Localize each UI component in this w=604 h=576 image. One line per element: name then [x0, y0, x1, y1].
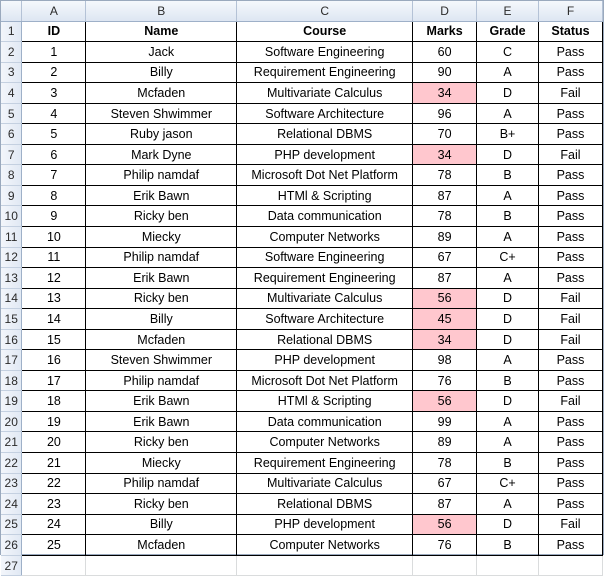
cell-grade[interactable]: A	[477, 103, 539, 124]
cell-course[interactable]: Data communication	[237, 206, 413, 227]
cell-marks[interactable]: 87	[413, 268, 477, 289]
cell-grade[interactable]: B	[477, 535, 539, 556]
cell-status[interactable]: Pass	[539, 124, 603, 145]
cell-name[interactable]: Philip namdaf	[86, 247, 237, 268]
cell-grade[interactable]: B	[477, 453, 539, 474]
cell-id[interactable]: 17	[22, 370, 86, 391]
cell-marks[interactable]: 98	[413, 350, 477, 371]
column-header-e[interactable]: E	[477, 1, 539, 21]
cell-grade[interactable]: A	[477, 494, 539, 515]
cell-grade[interactable]: A	[477, 268, 539, 289]
table-row	[1, 103, 603, 124]
cell-id[interactable]: 20	[22, 432, 86, 453]
row-header[interactable]: 16	[1, 329, 22, 350]
cell-grade[interactable]: B	[477, 370, 539, 391]
cell-marks[interactable]: 78	[413, 453, 477, 474]
table-row	[1, 42, 603, 63]
cell-status[interactable]: Pass	[539, 62, 603, 83]
cell-course[interactable]: Multivariate Calculus	[237, 473, 413, 494]
cell-grade[interactable]: A	[477, 432, 539, 453]
cell-status[interactable]: Fail	[539, 288, 603, 309]
cell-status[interactable]: Pass	[539, 370, 603, 391]
cell-grade[interactable]: A	[477, 62, 539, 83]
cell-grade[interactable]: A	[477, 350, 539, 371]
cell-course[interactable]: HTMl & Scripting	[237, 185, 413, 206]
table-header-row	[1, 21, 603, 42]
cell-marks[interactable]: 34	[413, 83, 477, 104]
empty-cell[interactable]	[477, 555, 539, 576]
cell-grade[interactable]: B+	[477, 124, 539, 145]
cell-status[interactable]: Pass	[539, 432, 603, 453]
cell-status[interactable]: Pass	[539, 42, 603, 63]
cell-name[interactable]: Steven Shwimmer	[86, 350, 237, 371]
table-row	[1, 124, 603, 145]
cell-course[interactable]: Software Engineering	[237, 247, 413, 268]
cell-status[interactable]: Pass	[539, 227, 603, 248]
cell-grade[interactable]: C+	[477, 473, 539, 494]
column-header-c[interactable]: C	[237, 1, 413, 21]
cell-marks[interactable]: 70	[413, 124, 477, 145]
table-row	[1, 62, 603, 83]
row-header[interactable]: 6	[1, 124, 22, 145]
table-row	[1, 288, 603, 309]
header-cell[interactable]: Name	[86, 21, 237, 42]
cell-course[interactable]: Microsoft Dot Net Platform	[237, 165, 413, 186]
cell-course[interactable]: Microsoft Dot Net Platform	[237, 370, 413, 391]
cell-name[interactable]: Philip namdaf	[86, 473, 237, 494]
cell-id[interactable]: 4	[22, 103, 86, 124]
row-header[interactable]: 21	[1, 432, 22, 453]
cell-grade[interactable]: B	[477, 206, 539, 227]
cell-status[interactable]: Pass	[539, 206, 603, 227]
table-row	[1, 227, 603, 248]
cell-grade[interactable]: D	[477, 309, 539, 330]
row-header[interactable]: 2	[1, 42, 22, 63]
cell-id[interactable]: 6	[22, 144, 86, 165]
empty-row	[1, 555, 603, 576]
cell-id[interactable]: 11	[22, 247, 86, 268]
worksheet-grid	[1, 1, 603, 576]
cell-name[interactable]: Philip namdaf	[86, 165, 237, 186]
row-header[interactable]: 13	[1, 268, 22, 289]
cell-name[interactable]: Jack	[86, 42, 237, 63]
cell-name[interactable]: Erik Bawn	[86, 185, 237, 206]
cell-id[interactable]: 21	[22, 453, 86, 474]
table-row	[1, 514, 603, 535]
cell-course[interactable]: Computer Networks	[237, 432, 413, 453]
row-header[interactable]: 7	[1, 144, 22, 165]
row-header[interactable]: 27	[1, 555, 22, 576]
table-row	[1, 391, 603, 412]
cell-marks[interactable]: 60	[413, 42, 477, 63]
cell-status[interactable]: Fail	[539, 329, 603, 350]
cell-marks[interactable]: 67	[413, 473, 477, 494]
table-row	[1, 83, 603, 104]
cell-marks[interactable]: 78	[413, 165, 477, 186]
cell-status[interactable]: Pass	[539, 165, 603, 186]
cell-status[interactable]: Pass	[539, 350, 603, 371]
cell-id[interactable]: 5	[22, 124, 86, 145]
cell-marks[interactable]: 56	[413, 391, 477, 412]
cell-marks[interactable]: 90	[413, 62, 477, 83]
cell-name[interactable]: Miecky	[86, 227, 237, 248]
header-cell[interactable]: ID	[22, 21, 86, 42]
cell-id[interactable]: 2	[22, 62, 86, 83]
cell-status[interactable]: Pass	[539, 453, 603, 474]
table-row	[1, 432, 603, 453]
cell-status[interactable]: Pass	[539, 185, 603, 206]
cell-marks[interactable]: 45	[413, 309, 477, 330]
cell-name[interactable]: Ruby jason	[86, 124, 237, 145]
row-header[interactable]: 11	[1, 227, 22, 248]
row-header[interactable]: 9	[1, 185, 22, 206]
cell-id[interactable]: 16	[22, 350, 86, 371]
table-row	[1, 494, 603, 515]
cell-status[interactable]: Pass	[539, 411, 603, 432]
cell-status[interactable]: Fail	[539, 514, 603, 535]
table-row	[1, 535, 603, 556]
row-header[interactable]: 17	[1, 350, 22, 371]
cell-course[interactable]: Relational DBMS	[237, 329, 413, 350]
cell-id[interactable]: 12	[22, 268, 86, 289]
cell-grade[interactable]: A	[477, 227, 539, 248]
cell-course[interactable]: PHP development	[237, 350, 413, 371]
table-row	[1, 268, 603, 289]
table-row	[1, 473, 603, 494]
cell-marks[interactable]: 67	[413, 247, 477, 268]
row-header[interactable]: 4	[1, 83, 22, 104]
cell-grade[interactable]: D	[477, 391, 539, 412]
cell-grade[interactable]: C	[477, 42, 539, 63]
cell-id[interactable]: 1	[22, 42, 86, 63]
column-header-b[interactable]: B	[86, 1, 237, 21]
cell-marks[interactable]: 89	[413, 432, 477, 453]
cell-grade[interactable]: D	[477, 144, 539, 165]
cell-course[interactable]: Requirement Engineering	[237, 268, 413, 289]
row-header[interactable]: 3	[1, 62, 22, 83]
row-header[interactable]: 23	[1, 473, 22, 494]
table-row	[1, 370, 603, 391]
cell-grade[interactable]: D	[477, 288, 539, 309]
table-row	[1, 453, 603, 474]
cell-marks[interactable]: 34	[413, 144, 477, 165]
cell-marks[interactable]: 56	[413, 288, 477, 309]
cell-id[interactable]: 25	[22, 535, 86, 556]
cell-marks[interactable]: 78	[413, 206, 477, 227]
empty-cell[interactable]	[86, 555, 237, 576]
cell-marks[interactable]: 76	[413, 535, 477, 556]
table-row	[1, 185, 603, 206]
row-header[interactable]: 14	[1, 288, 22, 309]
cell-course[interactable]: Software Architecture	[237, 103, 413, 124]
cell-marks[interactable]: 87	[413, 185, 477, 206]
table-row	[1, 350, 603, 371]
cell-name[interactable]: Miecky	[86, 453, 237, 474]
cell-marks[interactable]: 34	[413, 329, 477, 350]
cell-grade[interactable]: C+	[477, 247, 539, 268]
cell-status[interactable]: Fail	[539, 144, 603, 165]
cell-grade[interactable]: D	[477, 514, 539, 535]
cell-name[interactable]: Steven Shwimmer	[86, 103, 237, 124]
table-row	[1, 309, 603, 330]
cell-status[interactable]: Pass	[539, 247, 603, 268]
cell-course[interactable]: Computer Networks	[237, 535, 413, 556]
table-row	[1, 247, 603, 268]
cell-grade[interactable]: D	[477, 83, 539, 104]
table-row	[1, 329, 603, 350]
row-header[interactable]: 22	[1, 453, 22, 474]
cell-course[interactable]: PHP development	[237, 144, 413, 165]
cell-name[interactable]: Philip namdaf	[86, 370, 237, 391]
row-header[interactable]: 20	[1, 411, 22, 432]
empty-cell[interactable]	[539, 555, 603, 576]
cell-grade[interactable]: A	[477, 411, 539, 432]
cell-id[interactable]: 15	[22, 329, 86, 350]
cell-name[interactable]: Mcfaden	[86, 535, 237, 556]
cell-id[interactable]: 23	[22, 494, 86, 515]
cell-status[interactable]: Fail	[539, 391, 603, 412]
cell-course[interactable]: HTMl & Scripting	[237, 391, 413, 412]
cell-id[interactable]: 13	[22, 288, 86, 309]
row-header[interactable]: 8	[1, 165, 22, 186]
cell-course[interactable]: Requirement Engineering	[237, 62, 413, 83]
cell-name[interactable]: Mcfaden	[86, 329, 237, 350]
cell-status[interactable]: Fail	[539, 309, 603, 330]
row-header[interactable]: 15	[1, 309, 22, 330]
row-header[interactable]: 25	[1, 514, 22, 535]
cell-status[interactable]: Pass	[539, 535, 603, 556]
cell-id[interactable]: 3	[22, 83, 86, 104]
cell-course[interactable]: Multivariate Calculus	[237, 288, 413, 309]
cell-course[interactable]: Software Engineering	[237, 42, 413, 63]
cell-name[interactable]: Billy	[86, 309, 237, 330]
column-header-a[interactable]: A	[22, 1, 86, 21]
select-all-corner[interactable]	[1, 1, 22, 21]
header-cell[interactable]: Course	[237, 21, 413, 42]
cell-id[interactable]: 9	[22, 206, 86, 227]
cell-id[interactable]: 19	[22, 411, 86, 432]
empty-cell[interactable]	[413, 555, 477, 576]
cell-id[interactable]: 10	[22, 227, 86, 248]
cell-marks[interactable]: 99	[413, 411, 477, 432]
table-row	[1, 144, 603, 165]
header-cell[interactable]: Marks	[413, 21, 477, 42]
cell-grade[interactable]: B	[477, 165, 539, 186]
empty-cell[interactable]	[22, 555, 86, 576]
row-header[interactable]: 19	[1, 391, 22, 412]
column-header-f[interactable]: F	[539, 1, 603, 21]
cell-status[interactable]: Fail	[539, 83, 603, 104]
cell-name[interactable]: Mcfaden	[86, 83, 237, 104]
cell-grade[interactable]: D	[477, 329, 539, 350]
cell-course[interactable]: Data communication	[237, 411, 413, 432]
cell-id[interactable]: 18	[22, 391, 86, 412]
cell-course[interactable]: PHP development	[237, 514, 413, 535]
cell-marks[interactable]: 56	[413, 514, 477, 535]
cell-course[interactable]: Relational DBMS	[237, 494, 413, 515]
row-header[interactable]: 5	[1, 103, 22, 124]
cell-status[interactable]: Pass	[539, 103, 603, 124]
cell-course[interactable]: Requirement Engineering	[237, 453, 413, 474]
table-row	[1, 206, 603, 227]
cell-status[interactable]: Pass	[539, 268, 603, 289]
cell-id[interactable]: 8	[22, 185, 86, 206]
row-header[interactable]: 18	[1, 370, 22, 391]
empty-cell[interactable]	[237, 555, 413, 576]
cell-grade[interactable]: A	[477, 185, 539, 206]
row-header[interactable]: 24	[1, 494, 22, 515]
cell-name[interactable]: Ricky ben	[86, 494, 237, 515]
cell-course[interactable]: Computer Networks	[237, 227, 413, 248]
column-header-d[interactable]: D	[413, 1, 477, 21]
row-header[interactable]: 26	[1, 535, 22, 556]
table-row	[1, 411, 603, 432]
cell-name[interactable]: Billy	[86, 62, 237, 83]
cell-status[interactable]: Pass	[539, 494, 603, 515]
cell-marks[interactable]: 96	[413, 103, 477, 124]
cell-course[interactable]: Relational DBMS	[237, 124, 413, 145]
cell-name[interactable]: Ricky ben	[86, 206, 237, 227]
header-cell[interactable]: Grade	[477, 21, 539, 42]
cell-name[interactable]: Erik Bawn	[86, 268, 237, 289]
cell-name[interactable]: Ricky ben	[86, 288, 237, 309]
cell-name[interactable]: Mark Dyne	[86, 144, 237, 165]
cell-id[interactable]: 14	[22, 309, 86, 330]
row-header[interactable]: 10	[1, 206, 22, 227]
header-cell[interactable]: Status	[539, 21, 603, 42]
cell-name[interactable]: Erik Bawn	[86, 391, 237, 412]
cell-marks[interactable]: 87	[413, 494, 477, 515]
cell-name[interactable]: Ricky ben	[86, 432, 237, 453]
cell-id[interactable]: 24	[22, 514, 86, 535]
cell-id[interactable]: 22	[22, 473, 86, 494]
cell-name[interactable]: Billy	[86, 514, 237, 535]
cell-marks[interactable]: 89	[413, 227, 477, 248]
cell-course[interactable]: Software Architecture	[237, 309, 413, 330]
cell-id[interactable]: 7	[22, 165, 86, 186]
cell-name[interactable]: Erik Bawn	[86, 411, 237, 432]
row-header[interactable]: 1	[1, 21, 22, 42]
cell-marks[interactable]: 76	[413, 370, 477, 391]
cell-course[interactable]: Multivariate Calculus	[237, 83, 413, 104]
table-row	[1, 165, 603, 186]
cell-status[interactable]: Pass	[539, 473, 603, 494]
row-header[interactable]: 12	[1, 247, 22, 268]
